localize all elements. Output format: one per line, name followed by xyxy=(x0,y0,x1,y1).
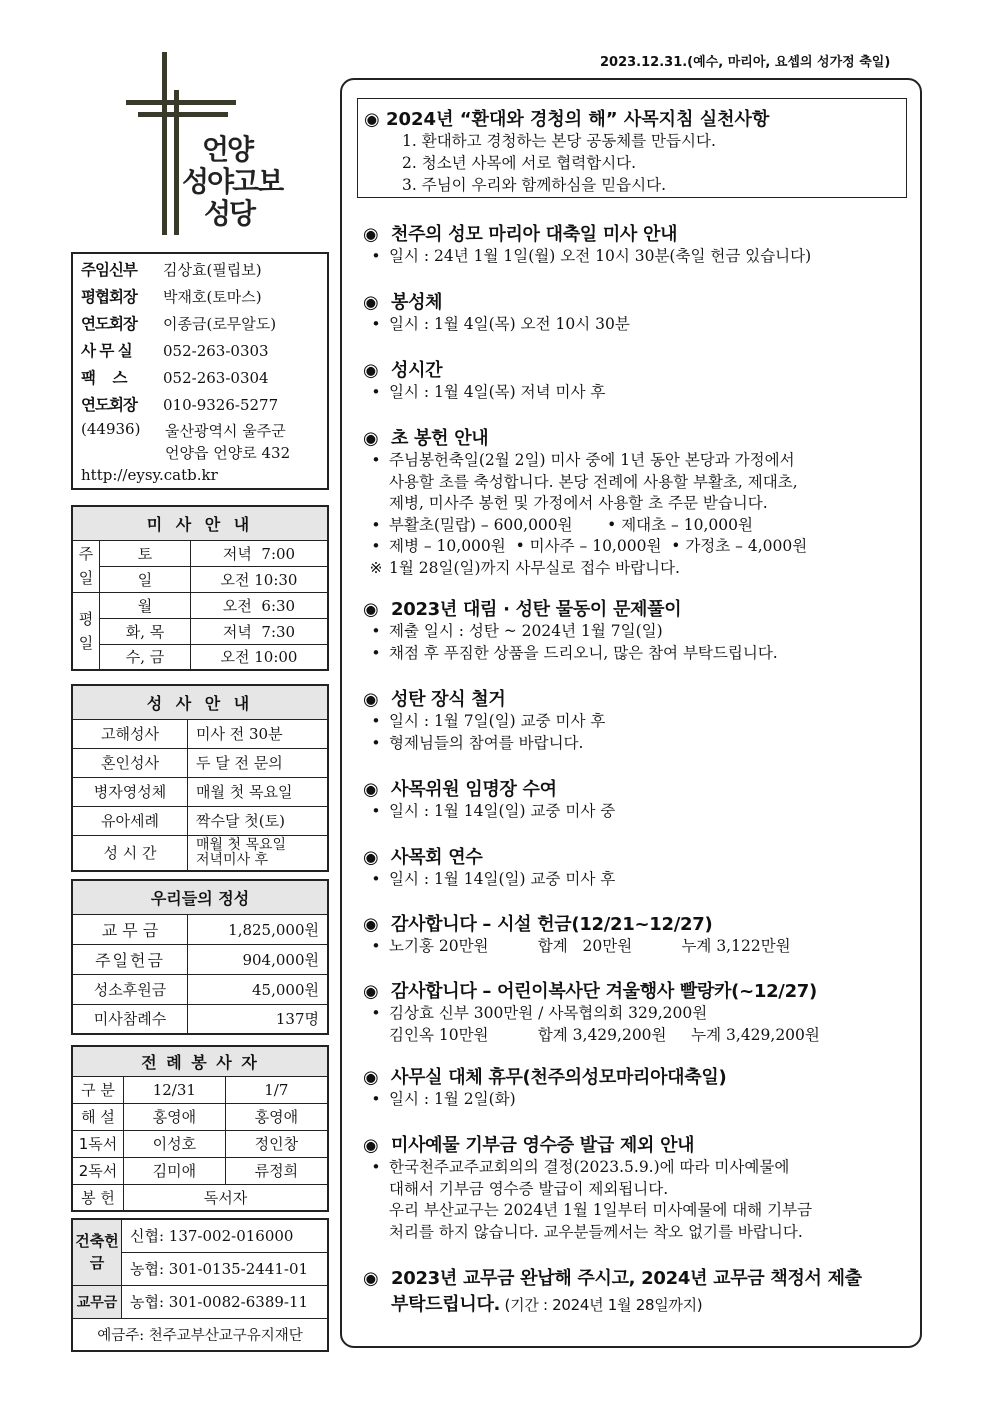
target-bullet-icon: ◉ xyxy=(363,1135,379,1156)
announcement-title-text: 천주의 성모 마리아 대축일 미사 안내 xyxy=(391,224,678,245)
bullet-dot-icon: • xyxy=(371,247,381,265)
announcement-line xyxy=(363,450,913,472)
info-label: 주임신부 xyxy=(81,261,137,279)
announcement-line xyxy=(363,472,913,494)
announcement-line-text: 한국천주교주교회의의 결정(2023.5.9.)에 따라 미사예물에 xyxy=(389,1158,790,1176)
announcement-title-text: 미사예물 기부금 영수증 발급 제외 안내 xyxy=(391,1135,695,1156)
servers-head: 1/7 xyxy=(225,1076,328,1103)
bullet-dot-icon: • xyxy=(371,1004,381,1022)
announcement-line xyxy=(363,1222,913,1244)
target-bullet-icon: ◉ xyxy=(363,689,379,710)
offering-name: 주일헌금 xyxy=(72,944,188,974)
announcement-line-text: 일시 : 1월 14일(일) 교중 미사 중 xyxy=(389,802,616,820)
pastoral-item: 1. 환대하고 경청하는 본당 공동체를 만듭시다. xyxy=(402,132,716,150)
announcement-line-text: 주님봉헌축일(2월 2일) 미사 중에 1년 동안 본당과 가정에서 xyxy=(389,451,795,469)
announcement-line xyxy=(363,246,913,268)
announcement-line xyxy=(363,1179,913,1201)
announcement-section xyxy=(363,356,913,404)
sacrament-value: 짝수달 첫(토) xyxy=(188,806,329,835)
announcement-line xyxy=(363,382,913,404)
announcement-line xyxy=(363,515,913,537)
website-link[interactable]: http://eysy.catb.kr xyxy=(81,466,218,484)
announcement-section xyxy=(363,685,913,754)
announcement-title-text: 초 봉헌 안내 xyxy=(391,428,489,449)
announcement-line xyxy=(363,1089,913,1111)
mass-time: 오전 10:00 xyxy=(191,644,329,670)
mass-time: 저녁 7:30 xyxy=(191,618,329,644)
bullet-dot-icon: • xyxy=(371,515,381,534)
sacrament-value-2: 저녁미사 후 xyxy=(196,851,269,868)
announcement-title xyxy=(363,220,913,246)
target-bullet-icon: ◉ xyxy=(363,981,379,1002)
announcement-line-text: 일시 : 1월 4일(목) 저녁 미사 후 xyxy=(389,383,606,401)
announcement-line-text: 김인옥 10만원 합계 3,429,200원 누계 3,429,200원 xyxy=(389,1025,820,1044)
account-holder: 예금주: 천주교부산교구유지재단 xyxy=(72,1318,328,1351)
announcement-line xyxy=(363,801,913,823)
sacrament-name: 혼인성사 xyxy=(72,748,188,777)
info-value: 이종금(로무알도) xyxy=(163,315,277,333)
announcement-section xyxy=(363,288,913,336)
mass-time: 오전 6:30 xyxy=(191,592,329,618)
bullet-dot-icon: • xyxy=(371,451,381,469)
announcement-line-text: 일시 : 24년 1월 1일(월) 오전 10시 30분(축일 헌금 있습니다) xyxy=(389,247,812,265)
info-label: 연도회장 xyxy=(81,315,137,333)
bullet-dot-icon: • xyxy=(371,315,381,333)
accounts-table xyxy=(71,1218,329,1352)
bullet-dot-icon: • xyxy=(371,643,381,662)
server-name: 이성호 xyxy=(124,1130,226,1157)
announcement-section xyxy=(363,977,913,1046)
announcement-line xyxy=(363,621,913,643)
offering-value: 904,000원 xyxy=(188,944,329,974)
announcement-line-text: 일시 : 1월 7일(일) 교중 미사 후 xyxy=(389,712,606,730)
bullet-dot-icon: • xyxy=(371,712,381,730)
address-line1: 울산광역시 울주군 xyxy=(165,422,286,440)
info-label: 연도회장 xyxy=(81,396,137,414)
announcement-line xyxy=(363,733,913,755)
bullet-dot-icon: • xyxy=(371,622,381,640)
mass-day: 일 xyxy=(100,566,191,592)
bullet-dot-icon: • xyxy=(371,937,381,955)
account-number: 농협: 301-0082-6389-11 xyxy=(122,1285,329,1318)
announcement-title xyxy=(363,1131,913,1157)
announcement-section xyxy=(363,775,913,823)
offering-name: 성소후원금 xyxy=(72,974,188,1004)
announcement-line-text: 제출 일시 : 성탄 ~ 2024년 1월 7일(일) xyxy=(389,622,663,640)
sacraments-table xyxy=(71,684,329,872)
sacrament-value: 매월 첫 목요일 xyxy=(188,777,329,806)
announcement-line xyxy=(363,936,913,958)
announcement-line xyxy=(363,314,913,336)
logo-text-line2: 성야고보 xyxy=(182,165,283,198)
announcement-line-text: 형제님들의 참여를 바랍니다. xyxy=(389,733,584,752)
offering-table xyxy=(71,879,329,1035)
logo-text-line3: 성당 xyxy=(204,197,255,230)
info-label: 팩 스 xyxy=(81,369,127,387)
announcement-title-cont xyxy=(363,1290,913,1316)
announcement-title xyxy=(363,1063,913,1089)
announcement-line-text: 사용할 초를 축성합니다. 본당 전례에 사용할 부활초, 제대초, xyxy=(389,472,798,491)
sacraments-title: 성 사 안 내 xyxy=(72,685,328,719)
offering-title: 우리들의 정성 xyxy=(72,880,328,914)
announcement-title xyxy=(363,775,913,801)
target-bullet-icon: ◉ xyxy=(363,360,379,381)
announcement-line-text: 채점 후 푸짐한 상품을 드리오니, 많은 참여 부탁드립니다. xyxy=(389,643,778,662)
target-bullet-icon: ◉ xyxy=(363,224,379,245)
target-bullet-icon: ◉ xyxy=(363,914,379,935)
mass-day: 월 xyxy=(100,592,191,618)
announcement-title xyxy=(363,1264,913,1290)
server-name: 정인창 xyxy=(225,1130,328,1157)
postcode: (44936) xyxy=(81,420,141,438)
info-value: 010-9326-5277 xyxy=(163,396,279,414)
announcement-title xyxy=(363,685,913,711)
weekday-label: 평일 xyxy=(72,592,100,670)
bullet-dot-icon: • xyxy=(371,1158,381,1176)
mass-day: 수, 금 xyxy=(100,644,191,670)
address-line2: 언양읍 언양로 432 xyxy=(165,444,291,462)
parish-logo xyxy=(120,52,310,237)
announcement-section xyxy=(363,910,913,958)
announcement-line xyxy=(363,493,913,515)
sunday-label: 주일 xyxy=(72,540,100,592)
server-name: 김미애 xyxy=(124,1157,226,1184)
servers-head: 12/31 xyxy=(124,1076,226,1103)
announcement-title-text: 2023년 교무금 완납해 주시고, 2024년 교무금 책정서 제출 xyxy=(391,1268,862,1289)
server-role: 봉 헌 xyxy=(72,1184,124,1211)
announcement-title-text: 사목위원 임명장 수여 xyxy=(391,779,557,800)
bullet-dot-icon: • xyxy=(371,383,381,401)
info-value: 박재호(토마스) xyxy=(163,288,262,306)
announcement-line-text: 우리 부산교구는 2024년 1월 1일부터 미사예물에 대해 기부금 xyxy=(389,1201,813,1219)
bullet-dot-icon: • xyxy=(371,733,381,752)
mass-title: 미 사 안 내 xyxy=(72,506,328,540)
announcement-title xyxy=(363,424,913,450)
target-bullet-icon: ◉ xyxy=(363,428,379,449)
announcement-title-text: 부탁드립니다. xyxy=(391,1294,501,1315)
account-number: 농협: 301-0135-2441-01 xyxy=(122,1252,329,1285)
target-bullet-icon: ◉ xyxy=(363,1067,379,1088)
account-number: 신협: 137-002-016000 xyxy=(122,1219,329,1252)
announcement-line-text: 대해서 기부금 영수증 발급이 제외됩니다. xyxy=(389,1179,669,1198)
server-name: 류정희 xyxy=(225,1157,328,1184)
announcement-line-text: 김상효 신부 300만원 / 사목협의회 329,200원 xyxy=(389,1004,708,1022)
announcement-line xyxy=(363,869,913,891)
mass-time: 저녁 7:00 xyxy=(191,540,329,566)
pastoral-item: 2. 청소년 사목에 서로 협력합시다. xyxy=(402,154,637,172)
announcement-line xyxy=(363,536,913,558)
announcement-title-text: 사무실 대체 휴무(천주의성모마리아대축일) xyxy=(391,1067,727,1088)
target-bullet-icon: ◉ xyxy=(363,847,379,868)
target-bullet-icon: ◉ xyxy=(363,1268,379,1289)
announcement-line-text: 제병, 미사주 봉헌 및 가정에서 사용할 초 주문 받습니다. xyxy=(389,494,768,512)
sacrament-name: 병자영성체 xyxy=(72,777,188,806)
announcement-line xyxy=(363,711,913,733)
announcement-section xyxy=(363,1264,913,1316)
announcement-line-text: 일시 : 1월 2일(화) xyxy=(389,1090,516,1108)
announcement-line-text: 부활초(밀랍) – 600,000원 • 제대초 – 10,000원 xyxy=(389,515,753,534)
logo-text-line1: 언양 xyxy=(202,133,253,166)
info-value: 052-263-0303 xyxy=(163,342,269,360)
bullet-dot-icon: • xyxy=(371,870,381,888)
announcement-line-text: 일시 : 1월 4일(목) 오전 10시 30분 xyxy=(389,315,630,333)
announcement-title xyxy=(363,977,913,1003)
announcement-line xyxy=(363,643,913,665)
offering-value: 45,000원 xyxy=(188,974,329,1004)
target-bullet-icon: ◉ xyxy=(363,292,379,313)
bullet-dot-icon: • xyxy=(371,1090,381,1108)
announcement-title xyxy=(363,843,913,869)
sacrament-name: 고해성사 xyxy=(72,719,188,748)
announcement-section xyxy=(363,1063,913,1111)
announcement-section xyxy=(363,1131,913,1243)
bullet-dot-icon: • xyxy=(371,802,381,820)
announcement-line-text: 처리를 하지 않습니다. 교우분들께서는 착오 없기를 바랍니다. xyxy=(389,1222,803,1241)
announcement-note: (기간 : 2024년 1월 28일까지) xyxy=(500,1296,703,1314)
announcement-title-text: 사목회 연수 xyxy=(391,847,483,868)
bullet-dot-icon: • xyxy=(371,537,381,555)
announcement-section xyxy=(363,595,913,664)
announcement-line xyxy=(363,1025,913,1047)
reference-mark-icon: ※ xyxy=(369,558,383,577)
sacrament-name: 성 시 간 xyxy=(72,835,188,871)
offering-value: 1,825,000원 xyxy=(188,914,329,944)
offering-name: 교 무 금 xyxy=(72,914,188,944)
announcement-line-text: 제병 – 10,000원 • 미사주 – 10,000원 • 가정초 – 4,000원 xyxy=(389,537,808,555)
target-bullet-icon: ◉ xyxy=(363,599,379,620)
server-role: 1독서 xyxy=(72,1130,124,1157)
sacrament-name: 유아세례 xyxy=(72,806,188,835)
servers-head: 구 분 xyxy=(72,1076,124,1103)
info-value: 김상효(필립보) xyxy=(163,261,262,279)
announcement-section xyxy=(363,843,913,891)
announcement-title xyxy=(363,595,913,621)
mass-time: 오전 10:30 xyxy=(191,566,329,592)
bulletin-date: 2023.12.31.(예수, 마리아, 요셉의 성가정 축일) xyxy=(600,55,891,70)
offering-name: 미사참례수 xyxy=(72,1004,188,1034)
server-name: 홍영애 xyxy=(225,1103,328,1130)
announcement-line xyxy=(363,1157,913,1179)
announcement-title-text: 2023년 대림 · 성탄 물동이 문제풀이 xyxy=(391,599,682,620)
announcement-line xyxy=(363,1200,913,1222)
servers-title: 전 례 봉 사 자 xyxy=(72,1046,328,1076)
gyomu-label: 교무금 xyxy=(72,1285,122,1318)
mass-day: 토 xyxy=(100,540,191,566)
info-label: 사 무 실 xyxy=(81,342,132,360)
announcement-title-text: 감사합니다 – 어린이복사단 겨울행사 빨랑카(~12/27) xyxy=(391,981,817,1002)
announcement-title-text: 성시간 xyxy=(391,360,443,381)
server-name: 독서자 xyxy=(124,1184,329,1211)
pastoral-title: ◉ 2024년 “환대와 경청의 해” 사목지침 실천사항 xyxy=(364,109,770,130)
announcement-section xyxy=(363,220,913,268)
announcement-title-text: 감사합니다 – 시설 헌금(12/21~12/27) xyxy=(391,914,713,935)
target-bullet-icon: ◉ xyxy=(363,779,379,800)
announcement-line xyxy=(363,558,913,580)
sacrament-value: 두 달 전 문의 xyxy=(188,748,329,777)
mass-schedule-table xyxy=(71,505,329,671)
pastoral-item: 3. 주님이 우리와 함께하심을 믿읍시다. xyxy=(402,176,667,194)
announcement-section xyxy=(363,424,913,579)
server-role: 해 설 xyxy=(72,1103,124,1130)
pastoral-guidelines-box xyxy=(357,98,907,198)
mass-day: 화, 목 xyxy=(100,618,191,644)
server-role: 2독서 xyxy=(72,1157,124,1184)
parish-info-box xyxy=(71,252,329,490)
info-value: 052-263-0304 xyxy=(163,369,269,387)
announcement-line-text: 일시 : 1월 14일(일) 교중 미사 후 xyxy=(389,870,616,888)
announcement-line-text: 1월 28일(일)까지 사무실로 접수 바랍니다. xyxy=(389,558,680,577)
announcement-title xyxy=(363,356,913,382)
building-fund-label: 건축헌금 xyxy=(72,1219,122,1285)
announcement-title xyxy=(363,910,913,936)
server-name: 홍영애 xyxy=(124,1103,226,1130)
announcement-line-text: 노기홍 20만원 합계 20만원 누계 3,122만원 xyxy=(389,937,791,955)
liturgy-servers-table xyxy=(71,1045,329,1212)
info-label: 평협회장 xyxy=(81,288,137,306)
announcement-title-text: 봉성체 xyxy=(391,292,443,313)
announcement-title xyxy=(363,288,913,314)
offering-value: 137명 xyxy=(188,1004,329,1034)
announcement-line xyxy=(363,1003,913,1025)
sacrament-value: 미사 전 30분 xyxy=(188,719,329,748)
sacrament-value: 매월 첫 목요일 xyxy=(196,836,287,853)
announcement-title-text: 성탄 장식 철거 xyxy=(391,689,506,710)
